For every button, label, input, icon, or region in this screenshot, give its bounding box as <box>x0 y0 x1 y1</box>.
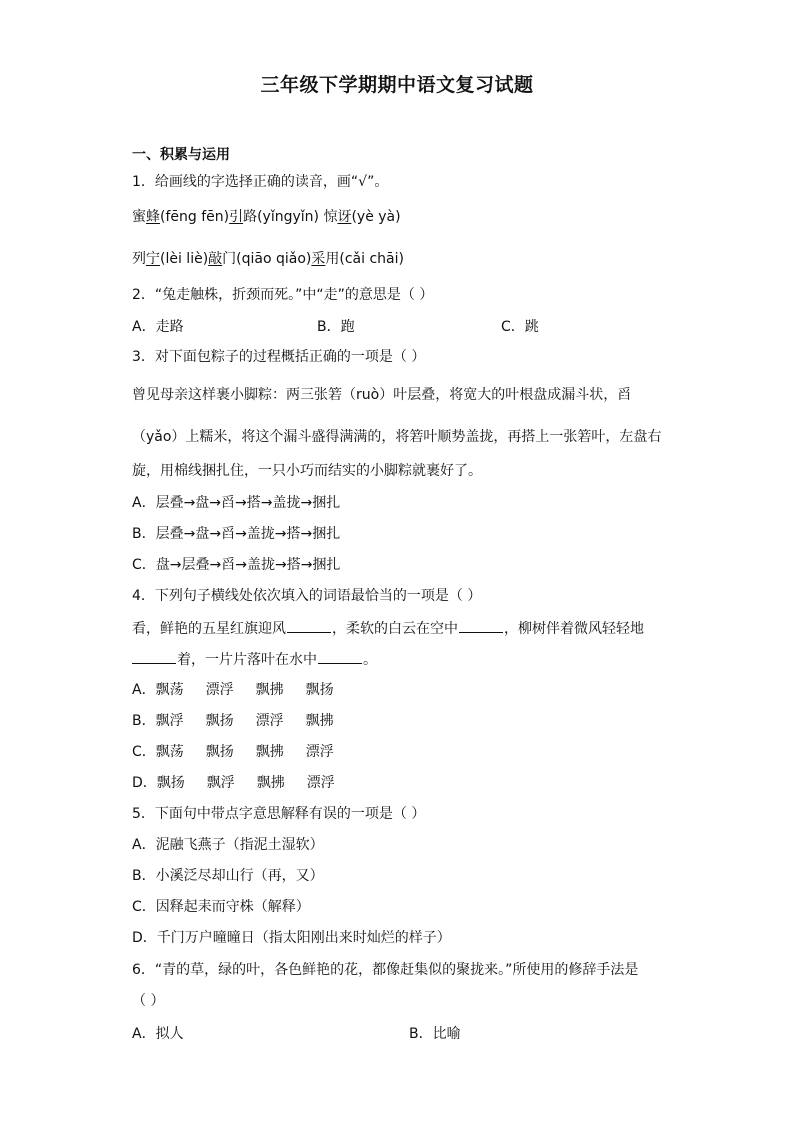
fill-blank <box>459 618 503 633</box>
q2-option-c: C．跳 <box>501 319 539 335</box>
section-heading: 一、积累与运用 <box>132 147 230 163</box>
q5-option-a: A．泥融飞燕子（指泥土湿软） <box>132 837 324 853</box>
q4-stem: 4．下列句子横线处依次填入的词语最恰当的一项是（ ） <box>132 588 482 604</box>
q3-passage-line: 旋，用棉线捆扎住，一只小巧而结实的小脚粽就裹好了。 <box>132 463 482 479</box>
q1-row1: 蜜蜂(fēng fēn)引路(yǐngyǐn) 惊讶(yè yà) <box>132 209 401 225</box>
q3-option-b: B．层叠→盘→舀→盖拢→搭→捆扎 <box>132 526 341 542</box>
q5-option-c: C．因释起耒而守株（解释） <box>132 899 310 915</box>
page-title: 三年级下学期期中语文复习试题 <box>260 74 534 96</box>
q2-stem: 2．“兔走触株，折颈而死。”中“走”的意思是（ ） <box>132 287 434 303</box>
q1-stem: 1．给画线的字选择正确的读音，画“√”。 <box>132 174 389 190</box>
q3-option-a: A．层叠→盘→舀→搭→盖拢→捆扎 <box>132 495 341 511</box>
q5-stem: 5．下面句中带点字意思解释有误的一项是（ ） <box>132 806 426 822</box>
q2-option-a: A．走路 <box>132 319 184 335</box>
q6-stem: 6．“青的草，绿的叶，各色鲜艳的花，都像赶集似的聚拢来。”所使用的修辞手法是 <box>132 962 639 978</box>
fill-blank <box>287 618 331 633</box>
q3-passage-line: 曾见母亲这样裹小脚粽：两三张箬（ruò）叶层叠，将宽大的叶根盘成漏斗状，舀 <box>132 387 632 403</box>
underlined-char: 敲 <box>208 251 223 267</box>
q4-option-a: A．飘荡 漂浮 飘拂 飘扬 <box>132 682 334 698</box>
q4-option-d: D．飘扬 飘浮 飘拂 漂浮 <box>132 775 335 791</box>
fill-blank <box>132 649 176 664</box>
q6-stem-bracket: （ ） <box>132 993 165 1009</box>
q3-passage-line: （yǎo）上糯米，将这个漏斗盛得满满的，将箬叶顺势盖拢，再搭上一张箬叶，左盘右 <box>132 429 662 445</box>
q3-option-c: C．盘→层叠→舀→盖拢→搭→捆扎 <box>132 557 341 573</box>
q6-option-b: B．比喻 <box>409 1026 461 1042</box>
q1-row2: 列宁(lèi liè)敲门(qiāo qiǎo)采用(cǎi chāi) <box>132 251 404 267</box>
q4-option-c: C．飘荡 飘扬 飘拂 漂浮 <box>132 744 334 760</box>
underlined-char: 宁 <box>146 251 160 267</box>
underlined-char: 讶 <box>337 209 352 225</box>
fill-blank <box>318 649 362 664</box>
q5-option-d: D．千门万户曈曈日（指太阳刚出来时灿烂的样子） <box>132 930 451 946</box>
q3-stem: 3．对下面包粽子的过程概括正确的一项是（ ） <box>132 349 426 365</box>
q4-sentence-line2: 着，一片片落叶在水中 。 <box>132 649 377 670</box>
q6-option-a: A．拟人 <box>132 1026 184 1042</box>
q5-option-b: B．小溪泛尽却山行（再，又） <box>132 868 324 884</box>
q4-option-b: B．飘浮 飘扬 漂浮 飘拂 <box>132 713 334 729</box>
underlined-char: 采 <box>311 251 326 267</box>
underlined-char: 蜂 <box>146 209 160 225</box>
q4-sentence-line1: 看，鲜艳的五星红旗迎风 ，柔软的白云在空中 ，柳树伴着微风轻轻地 <box>132 618 644 639</box>
underlined-char: 引 <box>229 209 244 225</box>
q2-option-b: B．跑 <box>317 319 355 335</box>
